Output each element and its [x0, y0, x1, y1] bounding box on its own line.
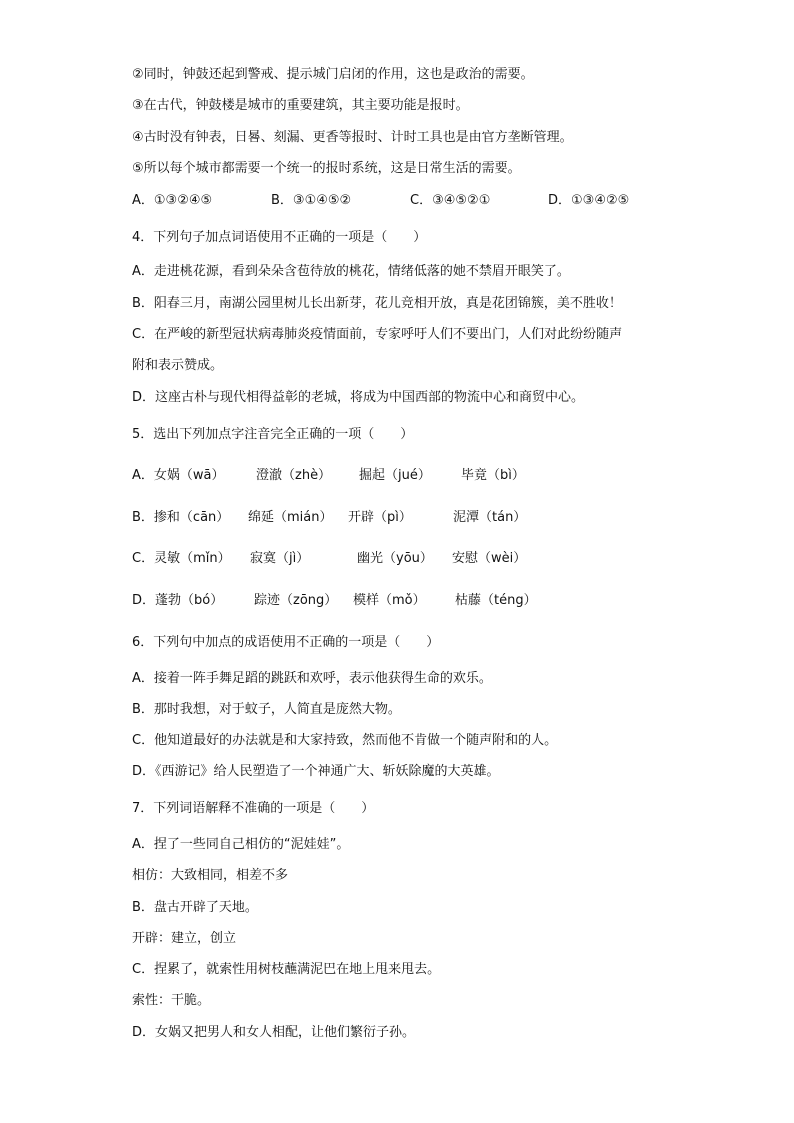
q5-option-b [132, 509, 526, 527]
q5-d-3: 模样（mǒ） [353, 593, 426, 608]
q7-option-d: D．女娲又把男人和女人相配，让他们繁衍子孙。 [132, 1025, 416, 1040]
q3-item-3: ③在古代，钟鼓楼是城市的重要建筑，其主要功能是报时。 [132, 98, 469, 113]
q3-item-5: ⑤所以每个城市都需要一个统一的报时系统，这是日常生活的需要。 [132, 161, 521, 176]
q7-option-c: C．捏累了，就索性用树枝蘸满泥巴在地上甩来甩去。 [132, 962, 441, 977]
q3-option-d: D．①③④②⑤ [548, 193, 630, 208]
q5-c-2: 寂寞（jì） [250, 551, 310, 566]
q6-stem: 6．下列句中加点的成语使用不正确的一项是（ ） [132, 635, 440, 650]
q6-option-c: C．他知道最好的办法就是和大家持致，然而他不肯做一个随声附和的人。 [132, 733, 558, 748]
q4-option-a: A．走进桃花源，看到朵朵含苞待放的桃花，情绪低落的她不禁眉开眼笑了。 [132, 264, 570, 279]
q3-option-b: B．③①④⑤② [271, 193, 352, 208]
q4-option-b: B．阳春三月，南湖公园里树儿长出新芽，花儿竞相开放，真是花团锦簇，美不胜收！ [132, 296, 622, 311]
q7-option-b: B．盘古开辟了天地。 [132, 900, 258, 915]
q7-option-b-explanation: 开辟：建立，创立 [132, 931, 237, 946]
q7-option-a-explanation: 相仿：大致相同，相差不多 [132, 868, 289, 883]
q4-stem: 4．下列句子加点词语使用不正确的一项是（ ） [132, 230, 427, 245]
q5-option-a [132, 467, 525, 485]
q5-b-3: 开辟（pì） [348, 510, 412, 525]
q5-b-2: 绵延（mián） [248, 510, 333, 525]
q5-d-4: 枯藤（téng） [455, 593, 537, 608]
q3-item-4: ④古时没有钟表，日晷、刻漏、更香等报时、计时工具也是由官方垄断管理。 [132, 130, 573, 145]
q7-option-c-explanation: 索性：干脆。 [132, 993, 211, 1008]
q6-option-a: A．接着一阵手舞足蹈的跳跃和欢呼，表示他获得生命的欢乐。 [132, 671, 492, 686]
q7-stem: 7．下列词语解释不准确的一项是（ ） [132, 801, 375, 816]
q4-option-c-line1: C．在严峻的新型冠状病毒肺炎疫情面前，专家呼吁人们不要出门，人们对此纷纷随声 [132, 327, 623, 342]
q5-c-3: 幽光（yōu） [357, 551, 433, 566]
q6-option-b: B．那时我想，对于蚊子，人简直是庞然大物。 [132, 702, 401, 717]
q3-option-a: A．①③②④⑤ [132, 193, 213, 208]
q5-c-4: 安慰（wèi） [452, 551, 527, 566]
q5-b-1: B．掺和（cān） [132, 510, 230, 525]
q5-d-2: 踪迹（zōng） [254, 593, 338, 608]
q5-d-1: D．蓬勃（bó） [132, 593, 224, 608]
q5-option-c [132, 550, 526, 568]
q5-b-4: 泥潭（tán） [453, 510, 527, 525]
q3-option-c: C．③④⑤②① [410, 193, 491, 208]
q5-a-2: 澄澈（zhè） [256, 468, 332, 483]
q5-stem: 5．选出下列加点字注音完全正确的一项（ ） [132, 427, 414, 442]
q7-option-a: A．捏了一些同自己相仿的“泥娃娃”。 [132, 837, 350, 852]
q3-item-2: ②同时，钟鼓还起到警戒、提示城门启闭的作用，这也是政治的需要。 [132, 67, 534, 82]
q5-c-1: C．灵敏（mǐn） [132, 551, 231, 566]
q4-option-c-line2: 附和表示赞成。 [132, 358, 224, 373]
q5-a-4: 毕竟（bì） [461, 468, 525, 483]
q5-a-3: 掘起（jué） [359, 468, 431, 483]
q3-options [132, 192, 629, 210]
q5-option-d [132, 592, 537, 610]
q4-option-d: D．这座古朴与现代相得益彰的老城，将成为中国西部的物流中心和商贸中心。 [132, 390, 585, 405]
q6-option-d: D．《西游记》给人民塑造了一个神通广大、斩妖除魔的大英雄。 [132, 764, 500, 779]
q5-a-1: A．女娲（wā） [132, 468, 225, 483]
